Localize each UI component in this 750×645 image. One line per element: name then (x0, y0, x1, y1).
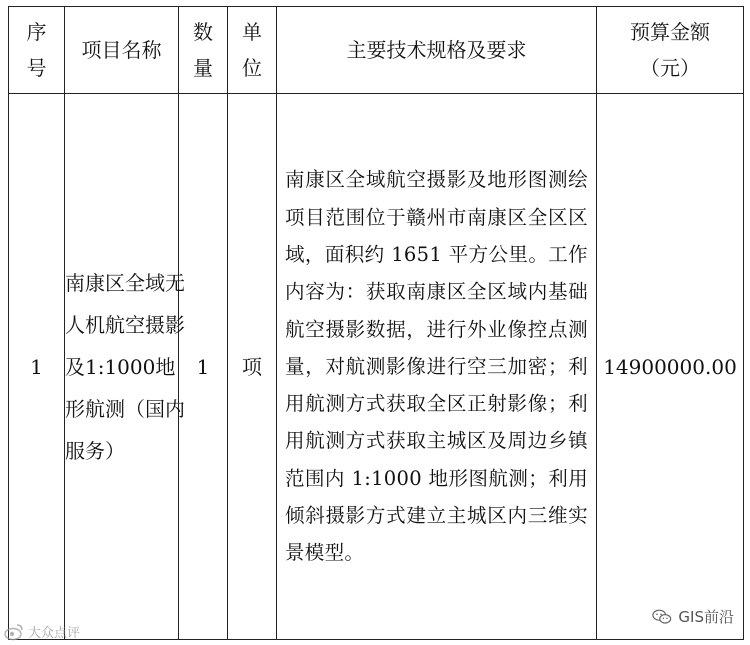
row-budget: 14900000.00 (603, 354, 737, 379)
header-qty-text: 数 量 (193, 20, 213, 80)
header-index (9, 7, 65, 94)
row-spec-text: 南康区全域航空摄影及地形图测绘项目范围位于赣州市南康区全区区域，面积约 1651 平方公里。工作内容为：获取南康区全区域内基础航空摄影数据，进行外业像控点测量，对航测影像进行空三加密；利用航测方式获取全区正射影像；利用航测方式获取主城区及周边乡镇范围内 1:1000 地形图航测；利用倾斜摄影方式建立主城区内三维实景模型。 (285, 168, 588, 565)
header-unit (228, 7, 277, 94)
wechat-icon (652, 608, 672, 626)
budget-spec-table (8, 6, 744, 640)
header-budget-text: 预算金额 （元） (630, 20, 710, 80)
cell-spec (277, 94, 597, 640)
row-index: 1 (30, 354, 43, 379)
weibo-icon (4, 623, 24, 641)
cell-budget (597, 94, 744, 640)
header-budget (597, 7, 744, 94)
row-qty: 1 (196, 354, 210, 379)
table-header-row (9, 7, 744, 94)
cell-name (65, 94, 185, 640)
header-name-text: 项目名称 (81, 38, 162, 62)
row-project-name: 南康区全域无人机航空摄影及1:1000地形航测（国内服务） (65, 270, 185, 463)
watermark-left-text: 大众点评 (28, 626, 81, 641)
header-unit-text: 单 位 (242, 20, 262, 80)
cell-unit (228, 94, 277, 640)
header-index-text: 序 号 (26, 20, 47, 80)
table-row (9, 94, 744, 640)
watermark-right (652, 606, 734, 627)
header-spec-text: 主要技术规格及要求 (346, 38, 527, 62)
cell-index (9, 94, 65, 640)
watermark-right-text: GIS前沿 (678, 608, 734, 626)
header-name (65, 7, 179, 94)
header-qty (179, 7, 228, 94)
row-unit: 项 (242, 354, 262, 379)
header-spec (277, 7, 597, 94)
watermark-left (4, 622, 80, 641)
cell-qty (179, 94, 228, 640)
